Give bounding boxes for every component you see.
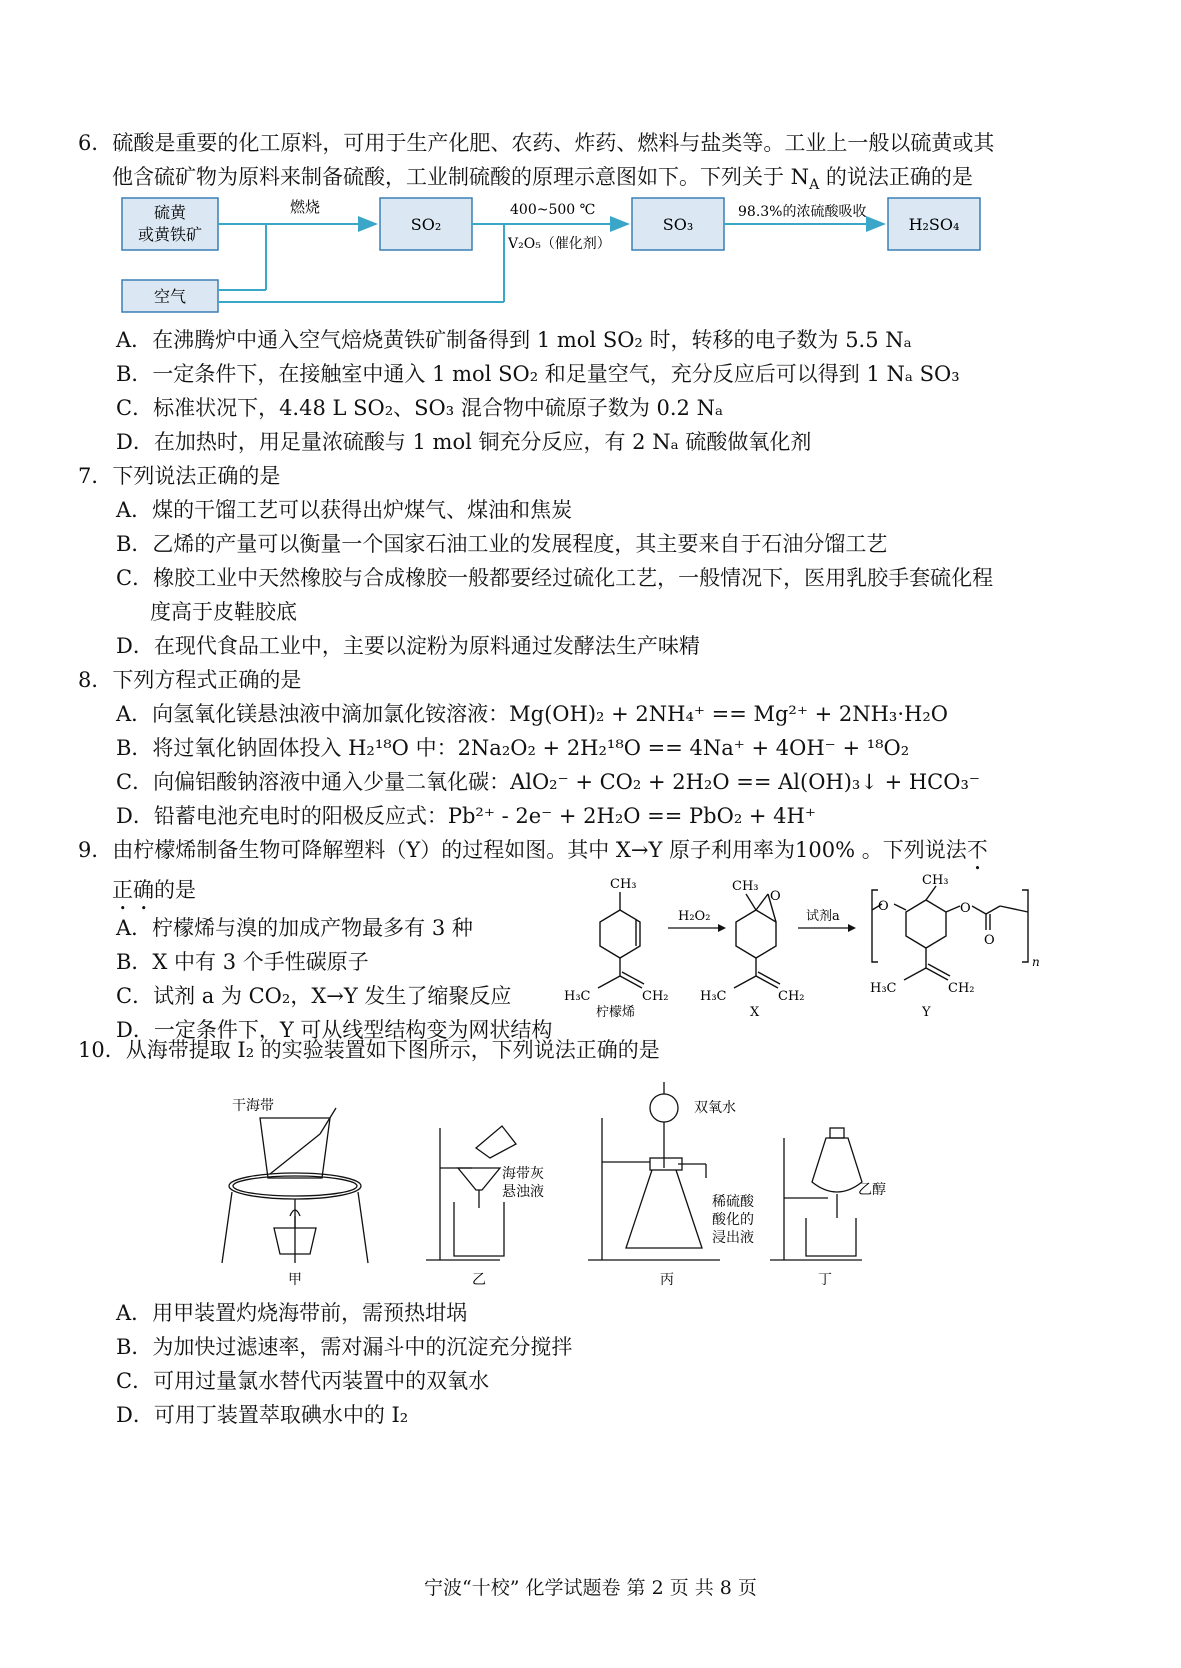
y-oxygen-2: O bbox=[960, 901, 971, 916]
x-name: X bbox=[750, 1005, 760, 1020]
x-structure bbox=[734, 894, 780, 988]
label-ding: 丁 bbox=[818, 1272, 832, 1288]
y-structure bbox=[872, 886, 1028, 980]
label-ethanol: 乙醇 bbox=[858, 1182, 886, 1198]
x-h3c: H₃C bbox=[700, 989, 727, 1004]
q9-option-a: A．柠檬烯与溴的加成产物最多有 3 种 bbox=[116, 916, 473, 940]
arrow-temperature-label: 400~500 ℃ bbox=[510, 202, 596, 218]
label-dilute-acid-2: 酸化的 bbox=[712, 1212, 754, 1228]
label-dilute-acid-3: 浸出液 bbox=[712, 1230, 754, 1246]
q10-option-c: C．可用过量氯水替代丙装置中的双氧水 bbox=[116, 1369, 490, 1393]
q7-option-c-line1: C．橡胶工业中天然橡胶与合成橡胶一般都要经过硫化工艺，一般情况下，医用乳胶手套硫化程 bbox=[116, 566, 994, 590]
reagent-a: 试剂a bbox=[806, 909, 840, 924]
box1-label-1: 硫黄 bbox=[153, 203, 187, 222]
q9-option-c: C．试剂 a 为 CO₂，X→Y 发生了缩聚反应 bbox=[116, 984, 512, 1008]
q8-option-a: A．向氢氧化镁悬浊液中滴加氯化铵溶液：Mg(OH)₂ + 2NH₄⁺ == Mg²⁺ + 2NH₃·H₂O bbox=[116, 702, 948, 726]
box-so3-label: SO₃ bbox=[662, 215, 694, 234]
sulfuric-acid-flow-diagram bbox=[118, 192, 998, 317]
limonene-ch2: CH₂ bbox=[642, 989, 669, 1004]
page-footer: 宁波“十校” 化学试题卷 第 2 页 共 8 页 bbox=[424, 1577, 757, 1599]
q7-option-a: A．煤的干馏工艺可以获得出炉煤气、煤油和焦炭 bbox=[116, 498, 573, 522]
label-dry-kelp: 干海带 bbox=[232, 1098, 274, 1114]
q6-stem-line2: 他含硫矿物为原料来制备硫酸，工业制硫酸的原理示意图如下。下列关于 $N_A$ 的说法正确的是 bbox=[112, 165, 973, 194]
x-oxygen: O bbox=[770, 889, 781, 904]
label-dilute-acid-1: 稀硫酸 bbox=[712, 1194, 754, 1210]
limonene-name: 柠檬烯 bbox=[596, 1005, 636, 1020]
q6-option-a: A．在沸腾炉中通入空气焙烧黄铁矿制备得到 1 mol SO₂ 时，转移的电子数为 5.5 Nₐ bbox=[116, 328, 912, 352]
box-so2-label: SO₂ bbox=[410, 215, 442, 234]
y-ch2: CH₂ bbox=[948, 981, 975, 996]
q10-option-b: B．为加快过滤速率，需对漏斗中的沉淀充分搅拌 bbox=[116, 1335, 573, 1359]
x-ch2: CH₂ bbox=[778, 989, 805, 1004]
q10-stem: 10．从海带提取 I₂ 的实验装置如下图所示，下列说法正确的是 bbox=[78, 1038, 660, 1062]
label-jia: 甲 bbox=[288, 1272, 302, 1288]
label-yi: 乙 bbox=[472, 1272, 486, 1288]
y-h3c: H₃C bbox=[870, 981, 897, 996]
box-h2so4-label: H₂SO₄ bbox=[908, 215, 960, 234]
q8-option-c: C．向偏铝酸钠溶液中通入少量二氧化碳：AlO₂⁻ + CO₂ + 2H₂O == Al(OH)₃↓ + HCO₃⁻ bbox=[116, 770, 980, 794]
label-hydrogen-peroxide: 双氧水 bbox=[694, 1100, 736, 1116]
q6-stem-line1: 6．硫酸是重要的化工原料，可用于生产化肥、农药、炸药、燃料与盐类等。工业上一般以硫黄或其 bbox=[78, 131, 995, 155]
box1-label-2: 或黄铁矿 bbox=[137, 225, 203, 244]
q6-option-c: C．标准状况下，4.48 L SO₂、SO₃ 混合物中硫原子数为 0.2 Nₐ bbox=[116, 396, 724, 420]
y-name: Y bbox=[922, 1005, 931, 1020]
label-kelp-ash: 海带灰 bbox=[502, 1166, 544, 1182]
apparatus-jia bbox=[222, 1108, 368, 1263]
q7-option-d: D．在现代食品工业中，主要以淀粉为原料通过发酵法生产味精 bbox=[116, 634, 700, 658]
q10-option-d: D．可用丁装置萃取碘水中的 I₂ bbox=[116, 1403, 409, 1427]
q9-option-d: D．一定条件下，Y 可从线型结构变为网状结构 bbox=[116, 1018, 553, 1042]
q9-stem-line2: 正确的是 bbox=[112, 878, 196, 902]
label-suspension: 悬浊液 bbox=[502, 1184, 544, 1200]
q6-option-b: B．一定条件下，在接触室中通入 1 mol SO₂ 和足量空气，充分反应后可以得到 1 Nₐ SO₃ bbox=[116, 362, 960, 386]
y-oxygen-1: O bbox=[878, 899, 889, 914]
q9-option-b: B．X 中有 3 个手性碳原子 bbox=[116, 950, 369, 974]
y-oxygen-3: O bbox=[984, 933, 995, 948]
q9-stem-line1: 9．由柠檬烯制备生物可降解塑料（Y）的过程如图。其中 X→Y 原子利用率为100% 。下列说法不 bbox=[78, 838, 988, 862]
arrow-absorb-label: 98.3%的浓硫酸吸收 bbox=[738, 204, 867, 220]
limonene-structure bbox=[598, 892, 644, 988]
apparatus-ding bbox=[770, 1128, 862, 1260]
q8-stem: 8．下列方程式正确的是 bbox=[78, 668, 302, 692]
x-ch3: CH₃ bbox=[732, 879, 759, 894]
q6-option-d: D．在加热时，用足量浓硫酸与 1 mol 铜充分反应，有 2 Nₐ 硫酸做氧化剂 bbox=[116, 430, 812, 454]
y-subscript-n: n bbox=[1032, 955, 1040, 969]
q7-option-c-line2: 度高于皮鞋胶底 bbox=[150, 600, 297, 624]
reagent-h2o2: H₂O₂ bbox=[678, 909, 711, 924]
label-bing: 丙 bbox=[660, 1272, 674, 1288]
y-ch3: CH₃ bbox=[922, 873, 949, 888]
limonene-reaction-scheme bbox=[560, 870, 1050, 1020]
box-air-label: 空气 bbox=[153, 287, 187, 306]
q7-stem: 7．下列说法正确的是 bbox=[78, 464, 281, 488]
iodine-extraction-apparatus bbox=[210, 1078, 910, 1293]
q8-option-b: B．将过氧化钠固体投入 H₂¹⁸O 中：2Na₂O₂ + 2H₂¹⁸O == 4Na⁺ + 4OH⁻ + ¹⁸O₂ bbox=[116, 736, 910, 760]
q8-option-d: D．铅蓄电池充电时的阳极反应式：Pb²⁺ - 2e⁻ + 2H₂O == PbO₂ + 4H⁺ bbox=[116, 804, 816, 828]
q7-option-b: B．乙烯的产量可以衡量一个国家石油工业的发展程度，其主要来自于石油分馏工艺 bbox=[116, 532, 888, 556]
arrow-catalyst-label: V₂O₅（催化剂） bbox=[508, 236, 611, 252]
arrow-burn-label: 燃烧 bbox=[290, 198, 321, 216]
limonene-ch3: CH₃ bbox=[610, 877, 637, 892]
q10-option-a: A．用甲装置灼烧海带前，需预热坩埚 bbox=[116, 1301, 468, 1325]
limonene-h3c: H₃C bbox=[564, 989, 591, 1004]
